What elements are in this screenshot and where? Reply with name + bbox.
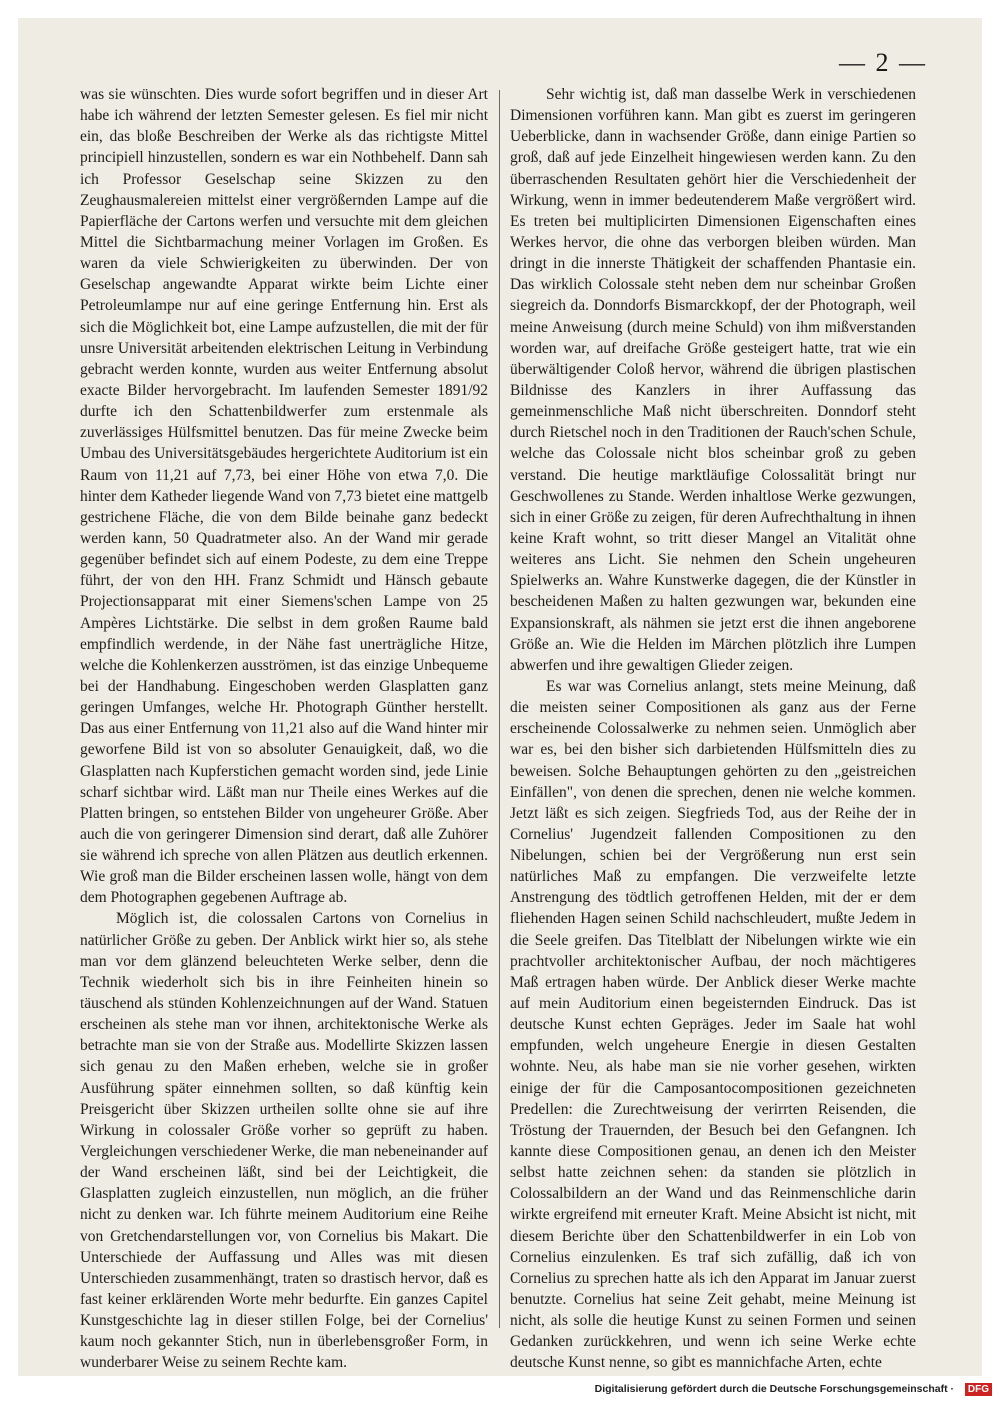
- right-paragraph-2: Es war was Cornelius anlangt, stets meine Meinung, daß die meisten seiner Compositionen als ganz aus der Ferne erscheinende Colossalwerke zu nehmen seien. Unmöglich aber war es, bei den bisher sich darbietenden Hülfsmitteln dies zu beweisen. Solche Behauptungen gehörten zu den „geistreichen Einfällen", von denen die sprechen, denen nie welche kommen. Jetzt läßt es sich zeigen. Siegfrieds Tod, aus der Reihe der in Cornelius' Jugendzeit fallenden Compositionen zu den Nibelungen, schien bei der Vergrößerung nun erst sein natürliches Maß zu empfangen. Die verzweifelte letzte Anstrengung des tödtlich getroffenen Helden, mit der er dem fliehenden Hagen seinen Schild nachschleudert, mußte Jedem in die Seele greifen. Das Titelblatt der Nibelungen wirkte wie ein prachtvoller architektonischer Aufbau, der noch mächtigeres Maß ertragen haben würde. Der Anblick dieser Werke machte auf mein Auditorium einen begeisternden Eindruck. Das ist deutsche Kunst echten Gepräges. Jeder im Saale hat wohl empfunden, welch ungeheure Energie in diesen Gestalten wohnte. Neu, als habe man sie nie vorher gesehen, wirkten einige der für die Camposantocompositionen gezeichneten Predellen: die Zurechtweisung der verirrten Reisenden, die Tröstung der Trauernden, der Besuch bei den Gefangnen. Ich kannte diese Compositionen genau, an denen ich den Meister selbst hatte zeichnen sehen: da standen sie plötzlich in Colossalbildern an der Wand und das Reinmenschliche darin wirkte ergreifend mit erneuter Kraft. Meine Absicht ist nicht, mit diesem Berichte über den Schattenbildwerfer in ein Lob von Cornelius einzulenken. Es traf sich zufällig, daß ich von Cornelius zu sprechen hatte als ich den Apparat im Januar zuerst benutzte. Cornelius hat seine Zeit gehabt, meine Meinung ist nicht, als solle die heutige Kunst zu seinen Formen und seinen Gedanken zurückkehren, und wenn ich seine Werke echte deutsche Kunst nenne, so gibt es mannichfache Arten, echte: [510, 677, 916, 1372]
- dfg-logo-icon: DFG: [965, 1383, 992, 1396]
- scanned-page: [18, 18, 982, 1376]
- right-column: [510, 84, 916, 1374]
- footer-bar: [0, 1380, 1000, 1401]
- left-paragraph-1: was sie wünschten. Dies wurde sofort begriffen und in dieser Art habe ich während der letzten Semester gelesen. Es fiel mir nicht ein, das bloße Beschreiben der Werke als das richtigste Mittel principiell hinzustellen, sondern es war ein Nothbehelf. Dann sah ich Professor Geselschap seine Skizzen zu den Zeughausmalereien mittelst einer vergrößernden Lampe auf die Papierfläche der Cartons werfen und versuchte mit dem gleichen Mittel die Sichtbarmachung meiner Vorlagen im Großen. Es waren da viele Schwierigkeiten zu überwinden. Der von Geselschap angewandte Apparat wirkte beim Lichte einer Petroleumlampe nur auf eine geringe Entfernung hin. Erst als sich die Möglichkeit bot, eine Lampe aufzustellen, die mit der für unsre Universität arbeitenden elektrischen Leitung in Verbindung gebracht werden konnte, wurden aus weiter Entfernung absolut exacte Bilder hervorgebracht. Im laufenden Semester 1891/92 durfte ich den Schattenbildwerfer zum erstenmale als zuverlässiges Hülfsmittel benutzen. Das für meine Zwecke beim Umbau des Universitätsgebäudes hergerichtete Auditorium ist ein Raum von 11,21 auf 7,73, bei einer Höhe von etwa 7,0. Die hinter dem Katheder liegende Wand von 7,73 bietet eine mattgelb gestrichene Fläche, die von dem Bilde beinahe ganz bedeckt werden kann, 50 Quadratmeter also. An der Wand mir gerade gegenüber befindet sich auf einem Podeste, zu dem eine Treppe führt, der von den HH. Franz Schmidt und Hänsch gebaute Projectionsapparat mit einer Siemens'schen Lampe von 25 Ampères Lichtstärke. Die selbst in dem großen Raume bald empfindlich werdende, in der Nähe fast unerträgliche Hitze, welche die Kohlenkerzen ausströmen, ist das einzige Unbequeme bei der Handhabung. Eingeschoben werden Glasplatten ganz geringen Umfanges, welche Hr. Photograph Günther herstellt. Das aus einer Entfernung von 11,21 also auf die Wand hinter mir geworfene Bild ist von so absoluter Genauigkeit, daß, wo die Glasplatten nach Kupferstichen gemacht worden sind, jede Linie scharf sichtbar wird. Läßt man nur Theile eines Werkes auf die Platten bringen, so entstehen Bilder von ungeheurer Größe. Aber auch die von geringerer Dimension sind derart, daß alle Zuhörer sie während ich spreche von allen Plätzen aus deutlich erkennen. Wie groß man die Bilder erscheinen lassen wolle, hängt von dem dem Photographen gegebenen Auftrage ab.: [80, 86, 488, 907]
- column-divider: [499, 90, 500, 1328]
- right-paragraph-1: Sehr wichtig ist, daß man dasselbe Werk in verschiedenen Dimensionen vorführen kann. Man gibt es zuerst im geringeren Ueberblicke, dann in wachsender Größe, dann einige Partien so groß, daß auf jede Einzelheit hingewiesen werden kann. Zu den überraschenden Resultaten gehört hier die Verschiedenheit der Wirkung, wenn in immer bedeutenderem Maße vergrößert wird. Es treten bei multiplicirten Dimensionen Eigenschaften eines Werkes hervor, die ohne das verborgen bleiben würden. Man dringt in die innerste Thätigkeit der schaffenden Phantasie ein. Das wirklich Colossale steht neben dem nur scheinbar Großen siegreich da. Donndorfs Bismarckkopf, der der Photograph, weil meine Anweisung (durch meine Schuld) von ihm mißverstanden worden war, auf dreifache Größe gesteigert hatte, trat wie ein überwältigender Coloß hervor, während die übrigen plastischen Bildnisse des Kanzlers in ihrer Auffassung das gemeinmenschliche Maß nicht überschreiten. Donndorf steht durch Rietschel noch in den Traditionen der Rauch'schen Schule, welche das Colossale nicht blos scheinbar groß zu geben verstand. Die heutige marktläufige Colossalität bringt nur Geschwollenes zu Stande. Werden inhaltlose Werke gezwungen, sich in einer Größe zu zeigen, für deren Aufrechthaltung in ihnen keine Kraft wohnt, so tritt dieser Mangel an Vitalität ohne weiteres ans Licht. Sie nehmen den Schein ungeheuren Spielwerks an. Wahre Kunstwerke dagegen, die der Künstler in bescheidenen Maßen zu halten gezwungen war, bekunden eine Expansionskraft, als nähmen sie jetzt erst die ihnen angeborene Größe an. Wie die Helden im Märchen plötzlich ihre Lumpen abwerfen und ihre gewaltigen Glieder zeigen.: [510, 86, 916, 674]
- page-number: — 2 —: [839, 48, 927, 77]
- left-paragraph-2: Möglich ist, die colossalen Cartons von Cornelius in natürlicher Größe zu geben. Der Anblick wirkt hier so, als stehe man vor dem glänzend beleuchteten Werke selber, denn die Technik wiederholt sich bis in ihre Feinheiten hinein so täuschend als stünden Kohlenzeichnungen auf der Wand. Statuen erscheinen als stehe man vor ihnen, architektonische Werke als betrachte man sie von der Straße aus. Modellirte Skizzen lassen sich genau zu den Maßen erheben, welche sie in großer Ausführung später einnehmen sollten, so daß künftig kein Preisgericht über Skizzen urtheilen sollte ohne sie auf ihre Wirkung in colossaler Größe vorher so geprüft zu haben. Vergleichungen verschiedener Werke, die man nebeneinander auf der Wand erscheinen läßt, sind bei der Leichtigkeit, die Glasplatten zugleich einzustellen, nun möglich, an die früher nicht zu denken war. Ich führte meinem Auditorium eine Reihe von Gretchendarstellungen vor, von Cornelius bis Makart. Die Unterschiede der Auffassung und Alles was mit diesen Unterschieden zusammenhängt, traten so drastisch hervor, daß es fast keiner erklärenden Worte mehr bedurfte. Ein ganzes Capitel Kunstgeschichte lag in dieser stillen Folge, bei der Cornelius' kaum noch gekannter Stich, nun in überlebensgroßer Form, in wunderbarer Weise zu seinem Rechte kam.: [80, 910, 488, 1372]
- left-column: [80, 84, 488, 1374]
- funding-notice: Digitalisierung gefördert durch die Deutsche Forschungsgemeinschaft ·: [594, 1383, 954, 1395]
